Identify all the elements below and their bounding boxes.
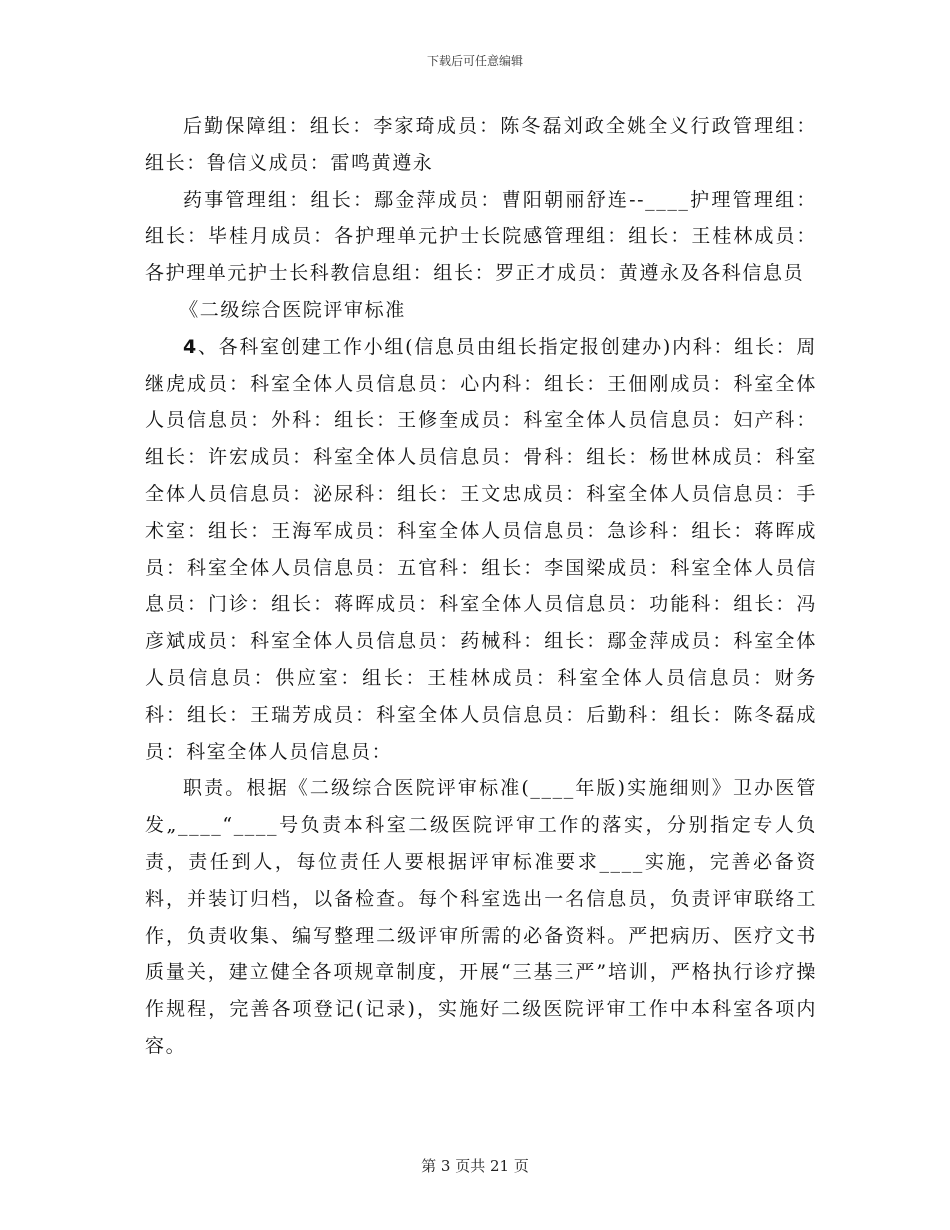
page-header: 下载后可任意编辑 bbox=[426, 54, 523, 68]
list-number: 4 bbox=[183, 335, 198, 358]
page-number: 第 3 页共 21 页 bbox=[421, 1157, 529, 1175]
paragraph-responsibilities: 职责。根据《二级综合医院评审标准(____年版)实施细则》卫办医管发„____“____号负责本科室二级医院评审工作的落实，分别指定专人负责，责任到人，每位责任人要根据评审标准要求____实施，完善必备资料，并装订归档，以备检查。每个科室选出一名信息员，负责评审联络工作，负责收集、编写整理二级评审所需的必备资料。严把病历、医疗文书质量关，建立健全各项规章制度，开展“三基三严”培训，严格执行诊疗操作规程，完善各项登记(记录)，实施好二级医院评审工作中本科室各项内容。 bbox=[145, 777, 817, 1057]
document-body bbox=[145, 108, 817, 1065]
paragraph-department-groups bbox=[145, 329, 817, 771]
paragraph-pharmacy-nursing-infection-education: 药事管理组：组长：鄢金萍成员：曹阳朝丽舒连--____护理管理组：组长：毕桂月成员：各护理单元护士长院感管理组：组长：王桂林成员：各护理单元护士长科教信息组：组长：罗正才成员：黄遵永及各科信息员 bbox=[145, 188, 817, 285]
paragraph-standard-title: 《二级综合医院评审标准 bbox=[179, 298, 406, 321]
department-groups-text: 、各科室创建工作小组(信息员由组长指定报创建办)内科：组长：周继虎成员：科室全体人员信息员：心内科：组长：王佃刚成员：科室全体人员信息员：外科：组长：王修奎成员：科室全体人员信息员：妇产科：组长：许宏成员：科室全体人员信息员：骨科：组长：杨世林成员：科室全体人员信息员：泌尿科：组长：王文忠成员：科室全体人员信息员：手术室：组长：王海军成员：科室全体人员信息员：急诊科：组长：蒋晖成员：科室全体人员信息员：五官科：组长：李国梁成员：科室全体人员信息员：门诊：组长：蒋晖成员：科室全体人员信息员：功能科：组长：冯彦斌成员：科室全体人员信息员：药械科：组长：鄢金萍成员：科室全体人员信息员：供应室：组长：王桂林成员：科室全体人员信息员：财务科：组长：王瑞芳成员：科室全体人员信息员：后勤科：组长：陈冬磊成员：科室全体人员信息员： bbox=[145, 335, 817, 763]
paragraph-logistics-admin: 后勤保障组：组长：李家琦成员：陈冬磊刘政全姚全义行政管理组：组长：鲁信义成员：雷鸣黄遵永 bbox=[145, 115, 817, 174]
